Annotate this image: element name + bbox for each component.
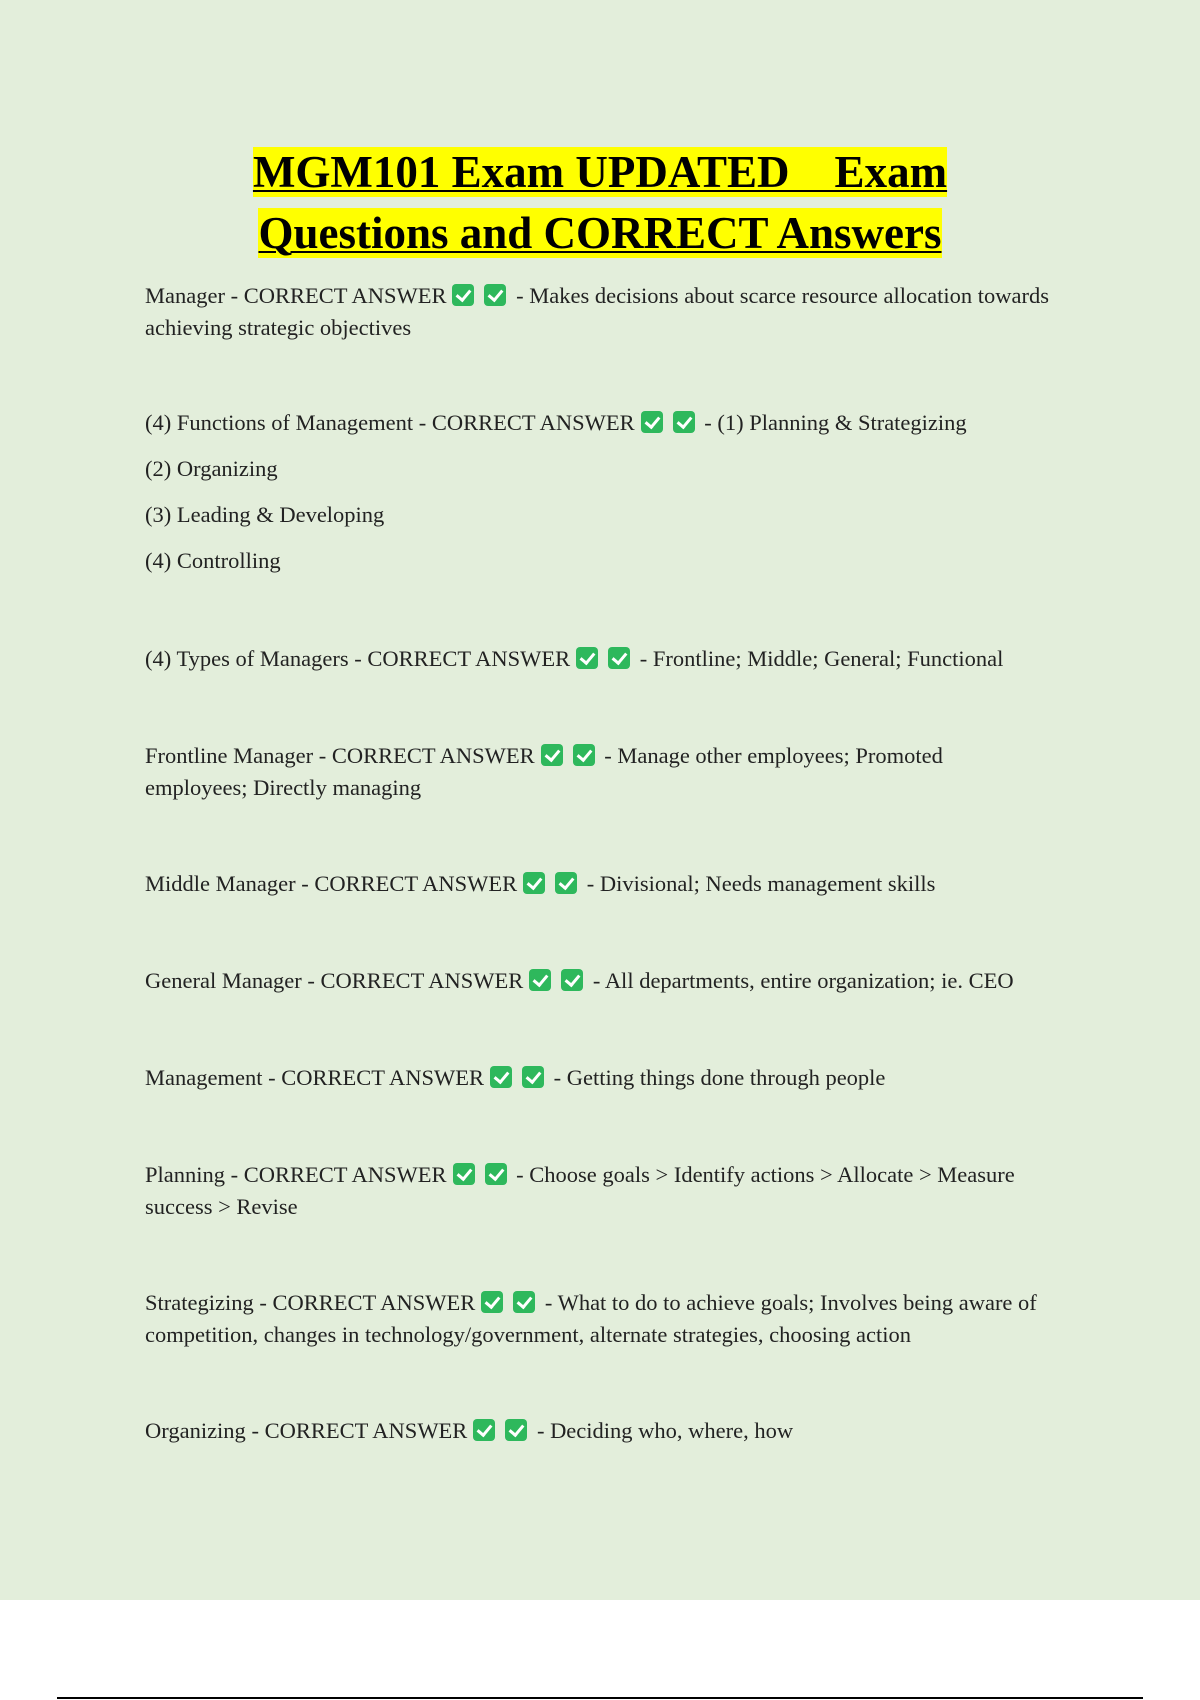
qa-entry-general-manager: [145, 965, 1085, 997]
entry-term: Organizing: [145, 1418, 246, 1443]
check-box-icon: [555, 872, 577, 894]
entry-line: (4) Functions of Management - CORRECT ANSWER - (1) Planning & Strategizing: [145, 410, 967, 435]
entry-term: Strategizing: [145, 1290, 254, 1315]
document-title: [0, 142, 1200, 264]
entry-answer: Frontline; Middle; General; Functional: [652, 646, 1004, 671]
entry-term: Middle Manager: [145, 871, 296, 896]
entry-line: Strategizing - CORRECT ANSWER - What to do to achieve goals; Involves being aware of competition, changes in technology/government, alternate strategies, choosing action: [145, 1290, 1037, 1347]
entry-answer: Choose goals > Identify actions > Allocate > Measure success > Revise: [145, 1162, 1015, 1219]
answer-marker: CORRECT ANSWER: [314, 871, 518, 896]
entry-term: General Manager: [145, 968, 302, 993]
answer-marker: CORRECT ANSWER: [431, 410, 635, 435]
title-line-1: MGM101 Exam UPDATED Exam: [252, 147, 948, 197]
entry-line: Middle Manager - CORRECT ANSWER - Divisional; Needs management skills: [145, 871, 936, 896]
answer-marker: CORRECT ANSWER: [264, 1418, 468, 1443]
check-box-icon: [561, 969, 583, 991]
entry-line: Management - CORRECT ANSWER - Getting things done through people: [145, 1065, 886, 1090]
function-line: (2) Organizing: [145, 456, 278, 481]
answer-marker: CORRECT ANSWER: [243, 283, 447, 308]
check-box-icon: [529, 969, 551, 991]
qa-entry-functions-of-management: [145, 407, 1085, 577]
entry-term: Planning: [145, 1162, 226, 1187]
entry-term: (4) Types of Managers: [145, 646, 349, 671]
check-box-icon: [541, 744, 563, 766]
answer-marker: CORRECT ANSWER: [367, 646, 571, 671]
answer-marker: CORRECT ANSWER: [331, 743, 535, 768]
check-box-icon: [452, 284, 474, 306]
entry-answer: Manage other employees; Promoted employees; Directly managing: [145, 743, 943, 800]
entry-line: Planning - CORRECT ANSWER - Choose goals > Identify actions > Allocate > Measure success > Revise: [145, 1162, 1015, 1219]
qa-entry-organizing: [145, 1415, 1085, 1447]
entry-answer: Makes decisions about scarce resource allocation towards achieving strategic objectives: [145, 283, 1050, 340]
qa-entry-types-of-managers: [145, 643, 1085, 675]
entry-answer: What to do to achieve goals; Involves being aware of competition, changes in technology/government, alternate strategies, choosing action: [145, 1290, 1037, 1347]
entry-answer: All departments, entire organization; ie. CEO: [604, 968, 1014, 993]
qa-entry-strategizing: [145, 1287, 1085, 1351]
check-box-icon: [473, 1419, 495, 1441]
entry-term: Management: [145, 1065, 263, 1090]
answer-marker: CORRECT ANSWER: [243, 1162, 447, 1187]
qa-entry-planning: [145, 1159, 1085, 1223]
qa-entry-management: [145, 1062, 1085, 1094]
title-line-2: Questions and CORRECT Answers: [258, 208, 942, 258]
qa-entry-frontline-manager: [145, 740, 1005, 804]
check-box-icon: [484, 284, 506, 306]
entry-answer: Divisional; Needs management skills: [599, 871, 936, 896]
check-box-icon: [490, 1066, 512, 1088]
entry-answer: Getting things done through people: [566, 1065, 886, 1090]
entry-answer: Deciding who, where, how: [550, 1418, 794, 1443]
check-box-icon: [481, 1291, 503, 1313]
entry-term: Manager: [145, 283, 225, 308]
check-box-icon: [522, 1066, 544, 1088]
check-box-icon: [573, 744, 595, 766]
check-box-icon: [453, 1163, 475, 1185]
check-box-icon: [513, 1291, 535, 1313]
answer-marker: CORRECT ANSWER: [281, 1065, 484, 1090]
answer-marker: CORRECT ANSWER: [320, 968, 524, 993]
entry-answer: (1) Planning & Strategizing: [717, 410, 967, 435]
entry-term: (4) Functions of Management: [145, 410, 414, 435]
footer-divider: [57, 1697, 1143, 1699]
entry-line: General Manager - CORRECT ANSWER - All departments, entire organization; ie. CEO: [145, 968, 1014, 993]
check-box-icon: [576, 647, 598, 669]
check-box-icon: [641, 411, 663, 433]
check-box-icon: [523, 872, 545, 894]
function-line: (4) Controlling: [145, 548, 281, 573]
answer-marker: CORRECT ANSWER: [272, 1290, 476, 1315]
check-box-icon: [485, 1163, 507, 1185]
qa-entry-manager: [145, 280, 1085, 344]
entry-line: (4) Types of Managers - CORRECT ANSWER - Frontline; Middle; General; Functional: [145, 646, 1004, 671]
entry-line: Organizing - CORRECT ANSWER - Deciding who, where, how: [145, 1418, 794, 1443]
check-box-icon: [673, 411, 695, 433]
check-box-icon: [505, 1419, 527, 1441]
qa-entry-middle-manager: [145, 868, 1085, 900]
entry-line: Frontline Manager - CORRECT ANSWER - Manage other employees; Promoted employees; Directly managing: [145, 743, 943, 800]
entry-line: Manager - CORRECT ANSWER - Makes decisions about scarce resource allocation towards achieving strategic objectives: [145, 283, 1050, 340]
entry-term: Frontline Manager: [145, 743, 314, 768]
check-box-icon: [608, 647, 630, 669]
function-line: (3) Leading & Developing: [145, 502, 385, 527]
